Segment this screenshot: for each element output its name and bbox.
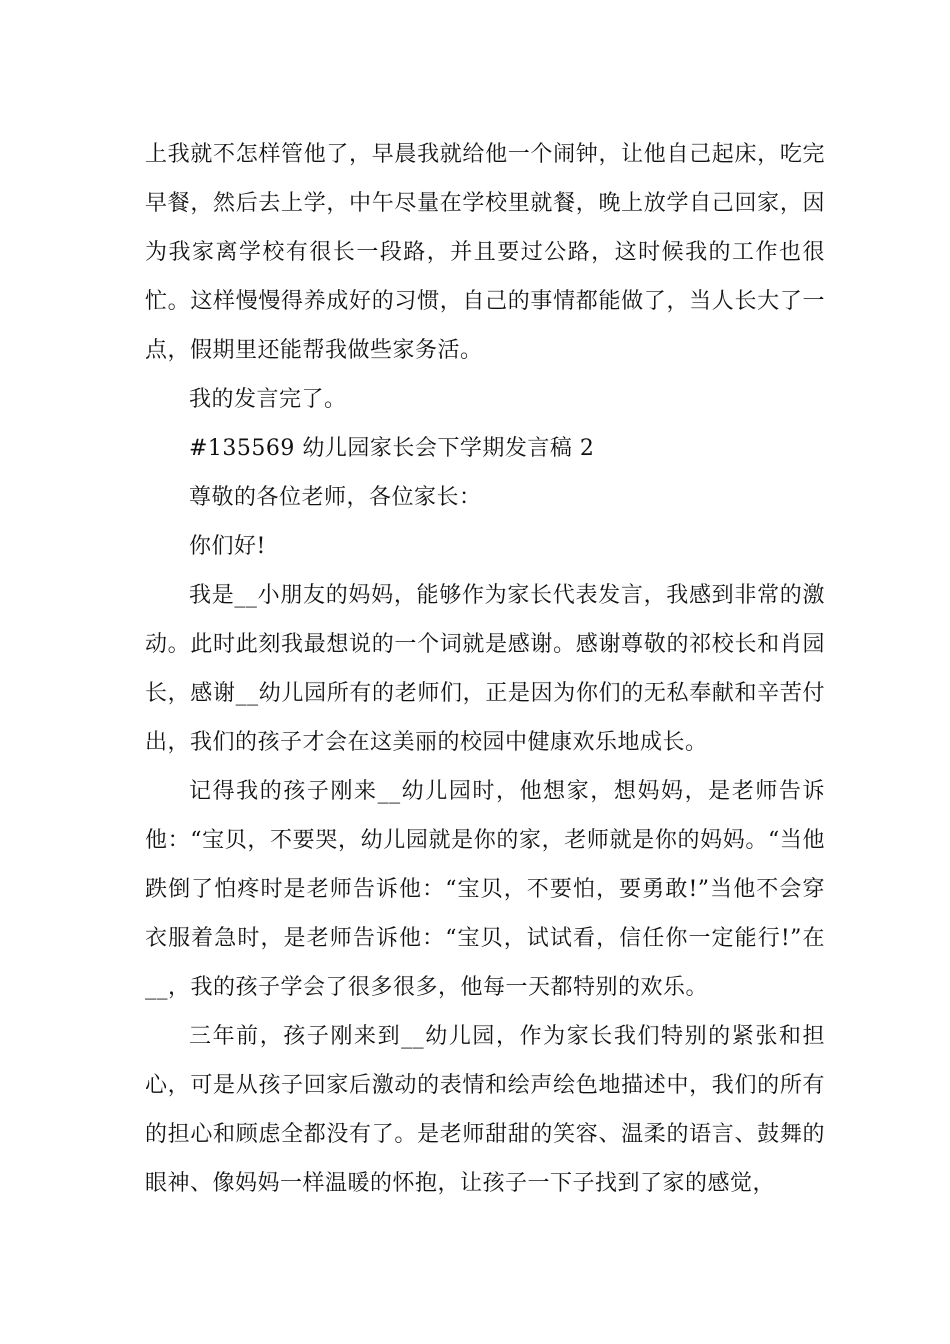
paragraph-closing: 我的发言完了。 <box>189 387 347 412</box>
section-heading: #135569 幼儿园家长会下学期发言稿 2 <box>189 436 595 461</box>
salutation: 尊敬的各位老师，各位家长： <box>189 485 482 510</box>
greeting: 你们好! <box>189 534 266 559</box>
paragraph-memory: 记得我的孩子刚来__幼儿园时，他想家，想妈妈，是老师告诉他：“宝贝，不要哭，幼儿园就是你的家，老师就是你的妈妈。“当他跌倒了怕疼时是老师告诉他：“宝贝，不要怕，要勇敢!”当他不会穿衣服着急时，是老师告诉他：“宝贝，试试看，信任你一定能行!”在__，我的孩子学会了很多很多，他每一天都特别的欢乐。 <box>145 779 825 1000</box>
paragraph-continuation: 上我就不怎样管他了，早晨我就给他一个闹钟，让他自己起床，吃完早餐，然后去上学，中午尽量在学校里就餐，晚上放学自己回家，因为我家离学校有很长一段路，并且要过公路，这时候我的工作也很忙。这样慢慢得养成好的习惯，自己的事情都能做了，当人长大了一点，假期里还能帮我做些家务活。 <box>145 142 825 363</box>
document-body <box>145 130 825 1208</box>
paragraph-introduction: 我是__小朋友的妈妈，能够作为家长代表发言，我感到非常的激动。此时此刻我最想说的一个词就是感谢。感谢尊敬的祁校长和肖园长，感谢__幼儿园所有的老师们，正是因为你们的无私奉献和辛苦付出，我们的孩子才会在这美丽的校园中健康欢乐地成长。 <box>145 583 825 755</box>
paragraph-three-years-ago: 三年前，孩子刚来到__幼儿园，作为家长我们特别的紧张和担心，可是从孩子回家后激动的表情和绘声绘色地描述中，我们的所有的担心和顾虑全都没有了。是老师甜甜的笑容、温柔的语言、鼓舞的眼神、像妈妈一样温暖的怀抱，让孩子一下子找到了家的感觉， <box>145 1024 825 1196</box>
